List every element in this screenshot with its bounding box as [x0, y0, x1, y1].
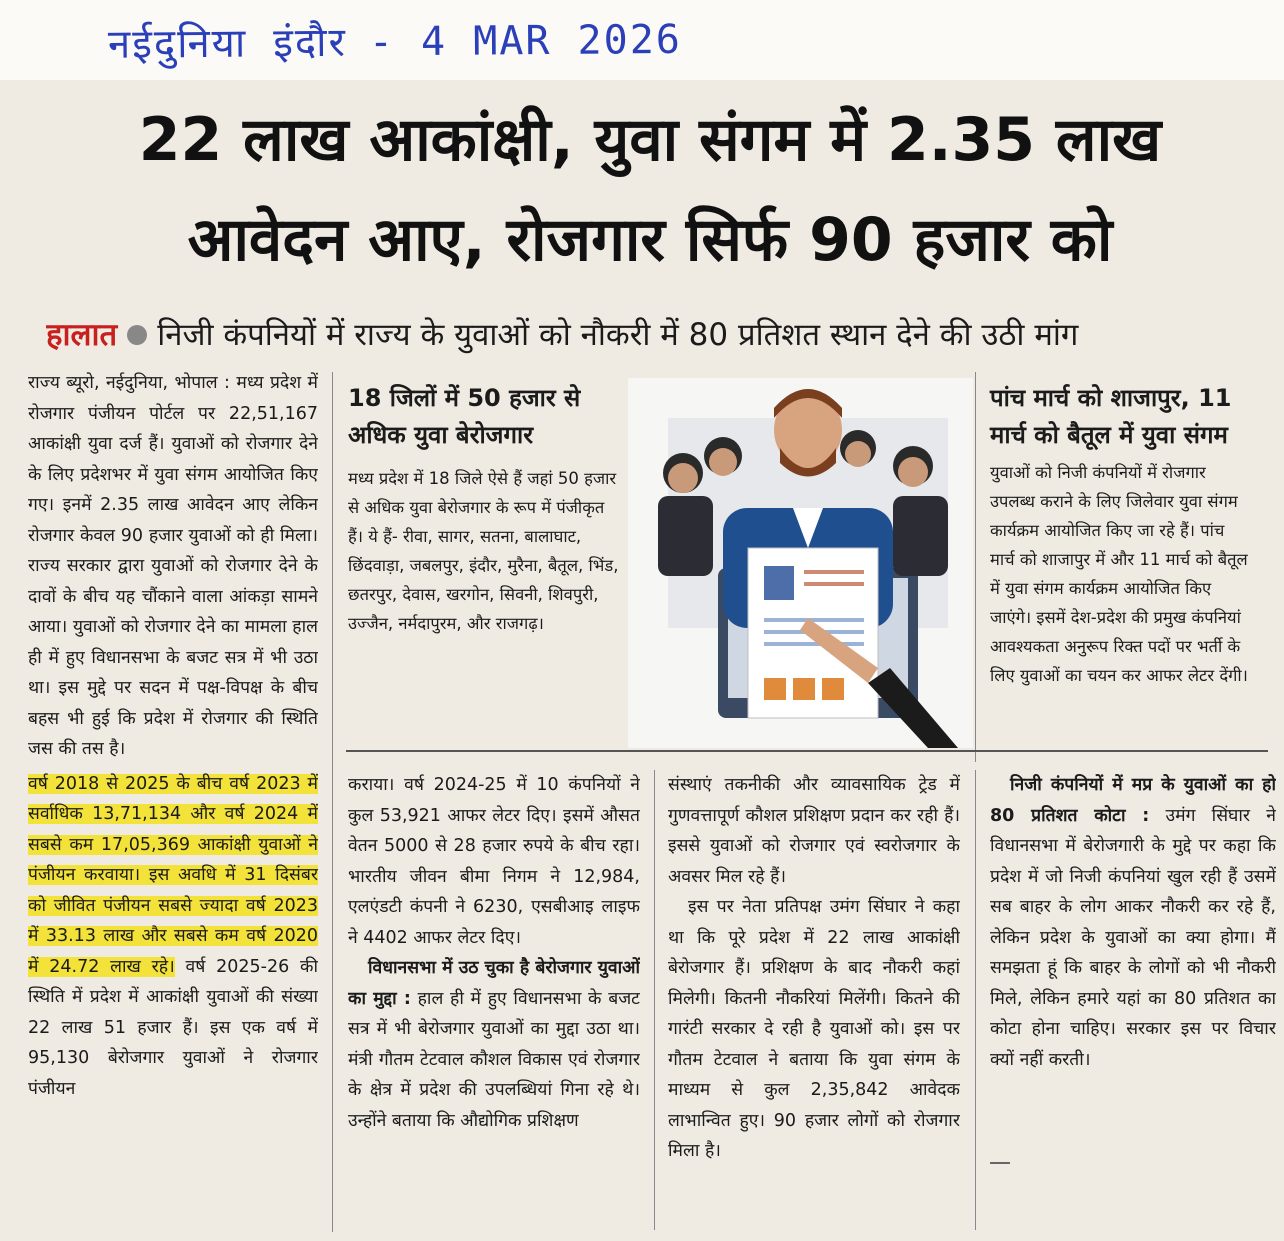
column-4-subheading: निजी कंपनियों में मप्र के युवाओं का हो 80 प्रतिशत कोटा : [990, 775, 1276, 826]
column-divider [975, 770, 976, 1230]
column-1 [28, 368, 318, 1234]
column-1-highlight-paragraph [28, 769, 318, 1105]
subheadline [46, 308, 1266, 362]
column-4 [990, 770, 1276, 1150]
subheadline-text: निजी कंपनियों में राज्य के युवाओं को नौकरी में 80 प्रतिशत स्थान देने की उठी मांग [157, 317, 1079, 353]
column-divider [332, 372, 333, 1232]
column-divider [975, 372, 976, 762]
column-1-paragraph: राज्य ब्यूरो, नईदुनिया, भोपाल : मध्य प्रदेश में रोजगार पंजीयन पोर्टल पर 22,51,167 आकांक्षी युवा दर्ज हैं। युवाओं को रोजगार देने के लिए प्रदेशभर में युवा संगम आयोजित किए गए। इनमें 2.35 लाख आवेदन आए लेकिन रोजगार केवल 90 हजार युवाओं को ही मिला। राज्य सरकार द्वारा युवाओं को रोजगार देने के दावों के बीच यह चौंकाने वाला आंकड़ा सामने आया। युवाओं को रोजगार देने का मामला हाल ही में हुए विधानसभा के बजट सत्र में भी उठा था। इस मुद्दे पर सदन में पक्ष-विपक्ष के बीच बहस भी हुई कि प्रदेश में रोजगार की स्थिति जस की तस है। [28, 373, 318, 759]
box-2-body: युवाओं को निजी कंपनियों में रोजगार उपलब्ध कराने के लिए जिलेवार युवा संगम कार्यक्रम आयोजित किए जा रहे हैं। पांच मार्च को शाजापुर में और 11 मार्च को बैतूल में युवा संगम कार्यक्रम आयोजित किए जाएंगे। इसमें देश-प्रदेश की प्रमुख कंपनियां आवश्यकता अनुरूप रिक्त पदों पर भर्ती के लिए युवाओं का चयन कर आफर लेटर देंगी। [990, 463, 1248, 685]
job-interview-illustration [628, 378, 973, 748]
column-3-paragraph-2: इस पर नेता प्रतिपक्ष उमंग सिंघार ने कहा था कि पूरे प्रदेश में 22 लाख आकांक्षी बेरोजगार हैं। प्रशिक्षण के बाद नौकरी कहां मिलेगी। कितनी नौकरियां मिलेंगी। कितने की गारंटी सरकार दे रही है युवाओं को। इस पर गौतम टेटवाल ने बताया कि युवा संगम के माध्यम से कुल 2,35,842 आवेदक लाभान्वित हुए। 90 हजार लोगों को रोजगार मिला है। [668, 897, 960, 1161]
column-4-text: उमंग सिंघार ने विधानसभा में बेरोजगारी के मुद्दे पर कहा कि प्रदेश में जो निजी कंपनियां खुल रही हैं उसमें सब बाहर के लोग आकर नौकरी कर रहे हैं, लेकिन प्रदेश के युवाओं का क्या होगा। मैं समझता हूं कि बाहर के लोगों को भी नौकरी मिले, लेकिन हमारे यहां का 80 प्रतिशत का कोटा होना चाहिए। सरकार इस पर विचार क्यों नहीं करती। [990, 805, 1276, 1070]
end-mark [990, 1162, 1010, 1164]
column-2-subheading: विधानसभा में उठ चुका है बेरोजगार युवाओं का मुद्दा : [348, 958, 640, 1009]
column-2-paragraph: कराया। वर्ष 2024-25 में 10 कंपनियों ने कुल 53,921 आफर लेटर दिए। इसमें औसत वेतन 5000 से 28 हजार रुपये के बीच रहा। भारतीय जीवन बीमा निगम ने 12,984, एलएंडटी कंपनी ने 6230, एसबीआइ लाइफ ने 4402 आफर लेटर दिए। [348, 775, 640, 948]
subheadline-tag: हालात [46, 317, 118, 353]
stamp-date: - 4 MAR 2026 [368, 16, 683, 66]
box-1-body: मध्य प्रदेश में 18 जिले ऐसे हैं जहां 50 हजार से अधिक युवा बेरोजगार के रूप में पंजीकृत हैं। ये हैं- रीवा, सागर, सतना, बालाघाट, छिंदवाड़ा, जबलपुर, इंदौर, मुरैना, बैतूल, भिंड, छतरपुर, देवास, खरगोन, सिवनी, शिवपुरी, उज्जैन, नर्मदापुरम, और राजगढ़। [348, 469, 619, 633]
date-stamp [108, 9, 748, 75]
bullet-icon [127, 325, 147, 345]
column-divider [654, 770, 655, 1230]
headline-line-2: आवेदन आए, रोजगार सिर्फ 90 हजार को [187, 205, 1113, 275]
column-3-paragraph: संस्थाएं तकनीकी और व्यावसायिक ट्रेड में गुणवत्तापूर्ण कौशल प्रशिक्षण प्रदान कर रही हैं। इससे युवाओं को रोजगार एवं स्वरोजगार के अवसर मिल रहे हैं। [668, 775, 960, 887]
headline [30, 90, 1270, 290]
stamp-source: नईदुनिया इंदौर [107, 19, 348, 68]
column-2 [348, 770, 640, 1232]
highlighted-text: वर्ष 2018 से 2025 के बीच वर्ष 2023 में सर्वाधिक 13,71,134 और वर्ष 2024 में सबसे कम 17,05,369 आकांक्षी युवाओं ने पंजीयन करवाया। इस अवधि में 31 दिसंबर को जीवित पंजीयन सबसे ज्यादा वर्ष 2023 में 33.13 लाख और सबसे कम वर्ष 2020 में 24.72 लाख रहे। [28, 773, 318, 977]
box-1-heading: 18 जिलों में 50 हजार से अधिक युवा बेरोजगार [348, 384, 581, 449]
column-2-subsection-text: हाल ही में हुए विधानसभा के बजट सत्र में भी बेरोजगार युवाओं का मुद्दा उठा था। मंत्री गौतम टेटवाल कौशल विकास एवं रोजगार के क्षेत्र में प्रदेश की उपलब्धियां गिना रहे थे। उन्होंने बताया कि औद्योगिक प्रशिक्षण [348, 988, 640, 1131]
headline-line-1: 22 लाख आकांक्षी, युवा संगम में 2.35 लाख [138, 105, 1162, 175]
section-rule [346, 750, 1268, 752]
box-2-heading: पांच मार्च को शाजापुर, 11 मार्च को बैतूल में युवा संगम [990, 384, 1232, 449]
column-4-paragraph [990, 770, 1276, 1075]
column-1-continued-text: वर्ष 2025-26 की स्थिति में प्रदेश में आकांक्षी युवाओं की संख्या 22 लाख 51 हजार हैं। इस एक वर्ष में 95,130 बेरोजगार युवाओं ने रोजगार पंजीयन [28, 956, 318, 1099]
column-2-subsection [348, 953, 640, 1136]
column-3 [668, 770, 960, 1232]
